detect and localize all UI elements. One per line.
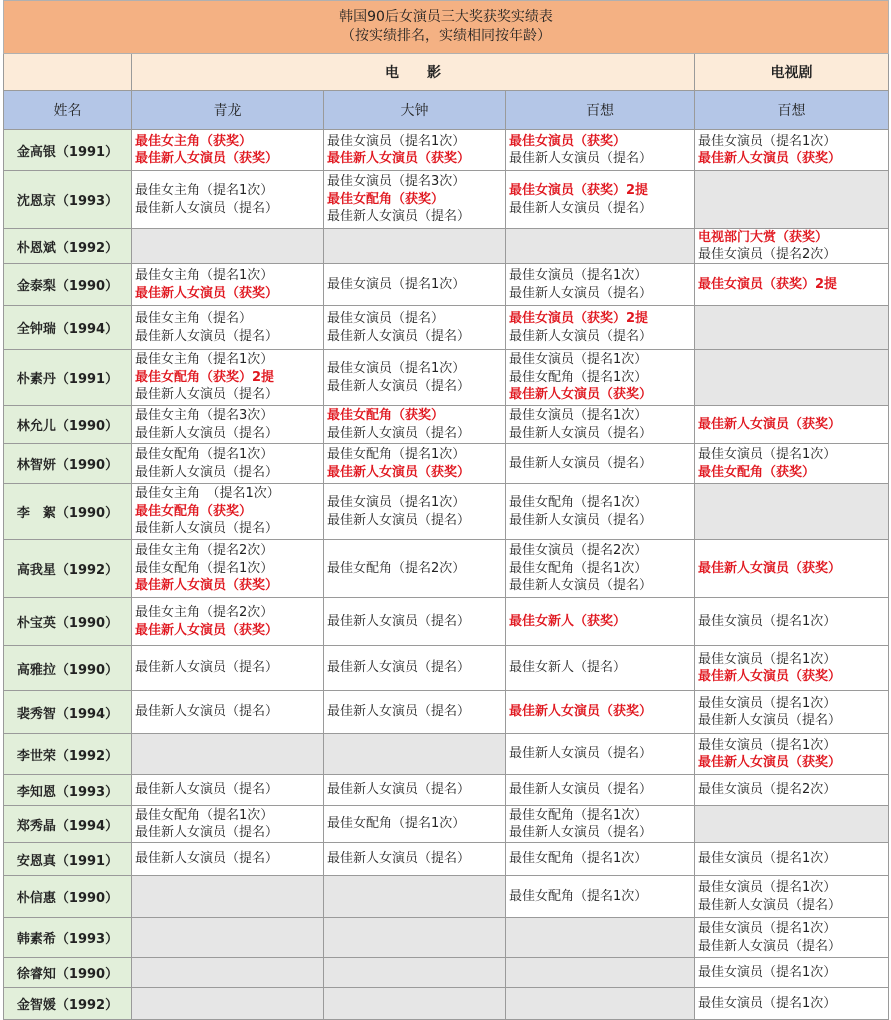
award-cell-blue-dragon — [132, 484, 324, 540]
award-nomination-text: 最佳新人女演员（提名） — [509, 200, 653, 216]
award-win-text: 最佳新人女演员（获奖） — [698, 755, 842, 770]
award-nomination-text: 最佳女演员（提名2次） — [698, 782, 837, 798]
award-nomination-text: 最佳女演员（提名2次） — [698, 247, 837, 262]
award-cell-baeksang-film — [506, 306, 695, 350]
award-cell-blue-dragon — [132, 264, 324, 306]
award-cell-blue-dragon — [132, 306, 324, 350]
award-nomination-text: 最佳新人女演员（提名） — [509, 285, 653, 301]
award-win-text: 最佳新人女演员（获奖） — [509, 704, 653, 720]
award-cell-grand-bell — [324, 350, 506, 406]
award-cell-baeksang-film — [506, 988, 695, 1020]
award-nomination-text: 最佳女配角（提名1次） — [509, 560, 648, 576]
award-nomination-text: 最佳女配角（提名1次） — [327, 447, 466, 462]
award-cell-baeksang-tv — [695, 264, 889, 306]
award-nomination-text: 最佳新人女演员（提名） — [327, 209, 471, 225]
award-nomination-text: 最佳新人女演员（提名） — [509, 578, 653, 594]
award-nomination-text: 最佳女演员（提名1次） — [509, 352, 648, 368]
award-cell-grand-bell — [324, 306, 506, 350]
award-nomination-text: 最佳女演员（提名2次） — [509, 543, 648, 559]
award-nomination-text: 最佳女主角（提名1次） — [135, 268, 274, 283]
award-cell-baeksang-film — [506, 843, 695, 876]
award-nomination-text: 最佳新人女演员（提名） — [698, 897, 842, 913]
actress-name: 金高银（1991） — [3, 130, 132, 171]
award-nomination-text: 最佳新人女演员（提名） — [135, 387, 279, 403]
award-cell-grand-bell — [324, 843, 506, 876]
award-cell-baeksang-tv — [695, 171, 889, 229]
award-win-text: 最佳新人女演员（获奖） — [698, 416, 842, 432]
award-nomination-text: 最佳新人女演员（提名） — [327, 660, 471, 676]
award-cell-baeksang-tv — [695, 350, 889, 406]
actress-name: 裴秀智（1994） — [3, 691, 132, 734]
award-nomination-text: 最佳新人女演员（提名） — [327, 378, 471, 394]
award-cell-blue-dragon — [132, 350, 324, 406]
award-nomination-text: 最佳女演员（提名1次） — [698, 133, 837, 149]
award-cell-grand-bell — [324, 876, 506, 918]
award-cell-grand-bell — [324, 406, 506, 444]
award-nomination-text: 最佳女配角（提名1次） — [509, 888, 648, 904]
actress-name: 李 絮（1990） — [3, 484, 132, 540]
award-nomination-text: 最佳新人女演员（提名） — [135, 704, 279, 720]
award-nomination-text: 最佳女主角（提名） — [135, 311, 253, 326]
award-nomination-text: 最佳新人女演员（提名） — [509, 455, 653, 471]
award-cell-blue-dragon — [132, 406, 324, 444]
award-nomination-text: 最佳女演员（提名） — [327, 311, 445, 326]
award-nomination-text: 最佳新人女演员（提名） — [135, 521, 279, 537]
award-nomination-text: 最佳女主角（提名3次） — [135, 408, 274, 423]
actress-name: 李世荣（1992） — [3, 734, 132, 775]
actress-name: 沈恩京（1993） — [3, 171, 132, 229]
award-cell-baeksang-tv — [695, 540, 889, 598]
award-nomination-text: 最佳新人女演员（提名） — [509, 746, 653, 762]
group-header-blank — [3, 54, 132, 91]
table-subtitle: （按实绩排名，实绩相同按年龄） — [341, 28, 551, 44]
award-nomination-text: 最佳女配角（提名1次） — [509, 807, 648, 823]
award-nomination-text: 最佳新人女演员（提名） — [509, 425, 653, 441]
award-win-text: 最佳新人女演员（获奖） — [135, 285, 279, 301]
award-cell-blue-dragon — [132, 775, 324, 806]
award-nomination-text: 最佳新人女演员（提名） — [135, 782, 279, 798]
award-nomination-text: 最佳女演员（提名1次） — [698, 880, 837, 895]
award-cell-grand-bell — [324, 598, 506, 646]
award-cell-blue-dragon — [132, 958, 324, 988]
award-win-text: 最佳新人女演员（获奖） — [698, 560, 842, 576]
actress-name: 朴信惠（1990） — [3, 876, 132, 918]
award-nomination-text: 最佳新人女演员（提名） — [135, 464, 279, 480]
actress-name: 高我星（1992） — [3, 540, 132, 598]
award-win-text: 最佳女配角（获奖） — [327, 408, 445, 423]
award-cell-baeksang-film — [506, 646, 695, 691]
award-nomination-text: 最佳新人女演员（提名） — [327, 512, 471, 528]
award-cell-blue-dragon — [132, 988, 324, 1020]
column-header-name: 姓名 — [3, 91, 132, 130]
actress-name: 全钟瑞（1994） — [3, 306, 132, 350]
award-cell-baeksang-tv — [695, 988, 889, 1020]
award-nomination-text: 最佳女配角（提名1次） — [509, 495, 648, 510]
award-nomination-text: 最佳女新人（提名） — [509, 660, 627, 676]
award-win-text: 电视部门大赏（获奖） — [698, 229, 829, 245]
award-nomination-text: 最佳新人女演员（提名） — [135, 200, 279, 216]
award-cell-baeksang-film — [506, 130, 695, 171]
award-cell-baeksang-tv — [695, 444, 889, 484]
award-nomination-text: 最佳女配角（提名1次） — [135, 560, 274, 576]
award-win-text: 最佳女主角（获奖） — [135, 133, 253, 149]
award-cell-baeksang-film — [506, 171, 695, 229]
award-cell-baeksang-tv — [695, 646, 889, 691]
award-nomination-text: 最佳女主角（提名1次） — [135, 352, 274, 368]
column-header-blue-dragon: 青龙 — [132, 91, 324, 130]
award-cell-baeksang-tv — [695, 806, 889, 843]
award-cell-grand-bell — [324, 484, 506, 540]
award-cell-grand-bell — [324, 988, 506, 1020]
award-nomination-text: 最佳新人女演员（提名） — [327, 782, 471, 798]
award-nomination-text: 最佳女配角（提名2次） — [327, 560, 466, 576]
award-win-text: 最佳新人女演员（获奖） — [698, 151, 842, 166]
award-cell-baeksang-tv — [695, 691, 889, 734]
award-nomination-text: 最佳新人女演员（提名） — [327, 613, 471, 629]
award-cell-baeksang-film — [506, 598, 695, 646]
award-win-text: 最佳女演员（获奖）2提 — [509, 183, 649, 198]
award-win-text: 最佳新人女演员（获奖） — [135, 622, 279, 638]
award-nomination-text: 最佳女配角（提名1次） — [135, 447, 274, 462]
award-cell-baeksang-film — [506, 806, 695, 843]
actress-name: 朴恩斌（1992） — [3, 229, 132, 264]
award-nomination-text: 最佳女演员（提名1次） — [698, 651, 837, 667]
actress-name: 林智妍（1990） — [3, 444, 132, 484]
award-cell-baeksang-film — [506, 406, 695, 444]
award-win-text: 最佳新人女演员（获奖） — [135, 578, 279, 594]
award-cell-baeksang-film — [506, 958, 695, 988]
award-cell-grand-bell — [324, 444, 506, 484]
actress-name: 朴素丹（1991） — [3, 350, 132, 406]
award-cell-blue-dragon — [132, 918, 324, 958]
award-nomination-text: 最佳女演员（提名1次） — [698, 995, 837, 1011]
award-cell-baeksang-tv — [695, 876, 889, 918]
award-win-text: 最佳女新人（获奖） — [509, 613, 627, 629]
actress-name: 李知恩（1993） — [3, 775, 132, 806]
award-nomination-text: 最佳新人女演员（提名） — [135, 425, 279, 441]
award-nomination-text: 最佳女配角（提名1次） — [327, 816, 466, 832]
award-cell-blue-dragon — [132, 806, 324, 843]
award-cell-grand-bell — [324, 691, 506, 734]
award-cell-blue-dragon — [132, 130, 324, 171]
award-nomination-text: 最佳女演员（提名1次） — [327, 361, 466, 376]
actress-name: 朴宝英（1990） — [3, 598, 132, 646]
award-nomination-text: 最佳新人女演员（提名） — [509, 151, 653, 166]
award-nomination-text: 最佳女主角（提名2次） — [135, 605, 274, 620]
award-cell-baeksang-tv — [695, 229, 889, 264]
award-cell-blue-dragon — [132, 229, 324, 264]
actress-name: 高雅拉（1990） — [3, 646, 132, 691]
award-win-text: 最佳新人女演员（获奖） — [327, 464, 471, 480]
group-header-tv: 电视剧 — [695, 54, 889, 91]
award-cell-baeksang-tv — [695, 306, 889, 350]
column-header-baeksang-tv: 百想 — [695, 91, 889, 130]
award-cell-grand-bell — [324, 171, 506, 229]
actress-name: 金智媛（1992） — [3, 988, 132, 1020]
award-cell-baeksang-tv — [695, 918, 889, 958]
actress-name: 徐睿知（1990） — [3, 958, 132, 988]
award-cell-baeksang-film — [506, 484, 695, 540]
award-nomination-text: 最佳新人女演员（提名） — [509, 782, 653, 798]
award-cell-grand-bell — [324, 806, 506, 843]
award-cell-baeksang-tv — [695, 958, 889, 988]
award-cell-baeksang-tv — [695, 734, 889, 775]
award-cell-baeksang-tv — [695, 406, 889, 444]
award-cell-blue-dragon — [132, 734, 324, 775]
award-nomination-text: 最佳女演员（提名1次） — [698, 964, 837, 980]
award-nomination-text: 最佳新人女演员（提名） — [509, 825, 653, 840]
award-win-text: 最佳新人女演员（获奖） — [327, 151, 471, 166]
award-cell-baeksang-film — [506, 691, 695, 734]
award-nomination-text: 最佳女演员（提名1次） — [509, 408, 648, 423]
award-cell-baeksang-film — [506, 876, 695, 918]
award-win-text: 最佳女配角（获奖） — [327, 191, 445, 207]
award-nomination-text: 最佳女主角 （提名1次） — [135, 486, 280, 502]
award-win-text: 最佳新人女演员（获奖） — [135, 151, 279, 166]
award-win-text: 最佳女演员（获奖） — [509, 133, 627, 149]
column-header-baeksang-film: 百想 — [506, 91, 695, 130]
award-cell-grand-bell — [324, 958, 506, 988]
award-cell-grand-bell — [324, 540, 506, 598]
award-nomination-text: 最佳女演员（提名1次） — [327, 495, 466, 510]
award-cell-baeksang-film — [506, 540, 695, 598]
award-nomination-text: 最佳女主角（提名2次） — [135, 543, 274, 559]
award-nomination-text: 最佳女主角（提名1次） — [135, 183, 274, 198]
award-cell-blue-dragon — [132, 540, 324, 598]
award-cell-grand-bell — [324, 229, 506, 264]
award-cell-baeksang-tv — [695, 130, 889, 171]
award-cell-baeksang-film — [506, 734, 695, 775]
award-nomination-text: 最佳新人女演员（提名） — [509, 512, 653, 528]
award-cell-baeksang-tv — [695, 598, 889, 646]
actress-name: 安恩真（1991） — [3, 843, 132, 876]
award-cell-grand-bell — [324, 130, 506, 171]
actress-name: 郑秀晶（1994） — [3, 806, 132, 843]
award-nomination-text: 最佳女配角（提名1次） — [135, 807, 274, 823]
award-win-text: 最佳女配角（获奖） — [135, 503, 253, 519]
column-header-grand-bell: 大钟 — [324, 91, 506, 130]
award-nomination-text: 最佳女演员（提名1次） — [698, 613, 837, 629]
group-header-film: 电 影 — [132, 54, 695, 91]
actress-name: 林允儿（1990） — [3, 406, 132, 444]
award-cell-blue-dragon — [132, 646, 324, 691]
award-cell-grand-bell — [324, 734, 506, 775]
award-cell-baeksang-film — [506, 444, 695, 484]
award-cell-baeksang-tv — [695, 843, 889, 876]
award-nomination-text: 最佳女演员（提名1次） — [327, 133, 466, 149]
award-cell-blue-dragon — [132, 444, 324, 484]
award-win-text: 最佳女演员（获奖）2提 — [698, 276, 838, 292]
award-nomination-text: 最佳女演员（提名1次） — [698, 737, 837, 753]
award-nomination-text: 最佳女配角（提名1次） — [509, 369, 648, 385]
actress-name: 金泰梨（1990） — [3, 264, 132, 306]
award-cell-blue-dragon — [132, 598, 324, 646]
award-nomination-text: 最佳女演员（提名1次） — [698, 447, 837, 462]
award-nomination-text: 最佳新人女演员（提名） — [327, 851, 471, 867]
award-cell-baeksang-tv — [695, 775, 889, 806]
award-cell-baeksang-film — [506, 264, 695, 306]
award-nomination-text: 最佳新人女演员（提名） — [135, 328, 279, 344]
award-nomination-text: 最佳女演员（提名1次） — [698, 851, 837, 867]
award-cell-grand-bell — [324, 775, 506, 806]
award-cell-baeksang-film — [506, 918, 695, 958]
award-nomination-text: 最佳新人女演员（提名） — [327, 328, 471, 344]
award-nomination-text: 最佳女演员（提名1次） — [698, 921, 837, 936]
award-cell-grand-bell — [324, 646, 506, 691]
award-nomination-text: 最佳新人女演员（提名） — [509, 328, 653, 344]
award-nomination-text: 最佳新人女演员（提名） — [698, 938, 842, 954]
award-nomination-text: 最佳新人女演员（提名） — [135, 660, 279, 676]
award-nomination-text: 最佳新人女演员（提名） — [327, 425, 471, 441]
actress-name: 韩素希（1993） — [3, 918, 132, 958]
award-cell-baeksang-tv — [695, 484, 889, 540]
award-cell-grand-bell — [324, 264, 506, 306]
award-win-text: 最佳女演员（获奖）2提 — [509, 311, 649, 326]
award-cell-blue-dragon — [132, 876, 324, 918]
award-win-text: 最佳女配角（获奖）2提 — [135, 369, 275, 385]
award-cell-baeksang-film — [506, 350, 695, 406]
award-nomination-text: 最佳女演员（提名1次） — [509, 268, 648, 283]
award-nomination-text: 最佳女演员（提名1次） — [327, 276, 466, 292]
award-nomination-text: 最佳女演员（提名3次） — [327, 174, 466, 190]
award-nomination-text: 最佳女配角（提名1次） — [509, 851, 648, 867]
award-cell-blue-dragon — [132, 171, 324, 229]
award-win-text: 最佳女配角（获奖） — [698, 464, 816, 480]
award-win-text: 最佳新人女演员（获奖） — [698, 669, 842, 684]
award-cell-blue-dragon — [132, 843, 324, 876]
award-cell-grand-bell — [324, 918, 506, 958]
table-title-block — [3, 0, 889, 54]
award-nomination-text: 最佳女演员（提名1次） — [698, 695, 837, 711]
award-nomination-text: 最佳新人女演员（提名） — [135, 851, 279, 867]
award-cell-baeksang-film — [506, 229, 695, 264]
award-win-text: 最佳新人女演员（获奖） — [509, 387, 653, 403]
table-title: 韩国90后女演员三大奖获奖实绩表 — [339, 9, 553, 25]
award-nomination-text: 最佳新人女演员（提名） — [698, 713, 842, 728]
award-nomination-text: 最佳新人女演员（提名） — [135, 825, 279, 840]
award-cell-blue-dragon — [132, 691, 324, 734]
award-nomination-text: 最佳新人女演员（提名） — [327, 704, 471, 720]
award-cell-baeksang-film — [506, 775, 695, 806]
